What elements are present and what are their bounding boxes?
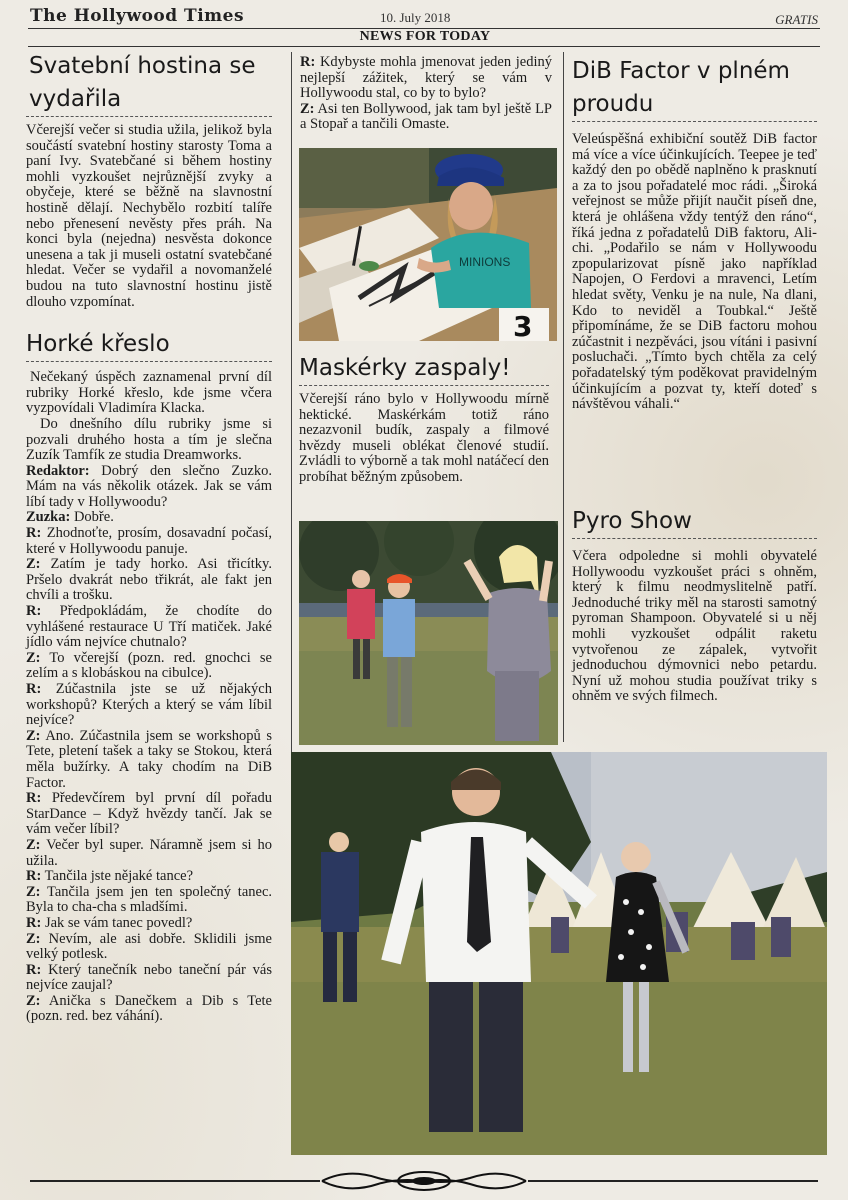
interview-qa-line <box>26 963 272 994</box>
qa-text: Který tanečník nebo taneční pár vás nejvíce zaujal? <box>26 961 272 994</box>
headline-rule <box>572 121 817 122</box>
body-makeup: Včerejší ráno bylo v Hollywoodu mírně hektické. Maskérkám totiž ráno nezazvonil budík, zaspaly a filmové hvězdy museli oblékat členové studií. Zvládli to výborně a tak mohl natáčecí den probíhat běžným způsobem. <box>299 391 549 485</box>
qa-text: Tančila jste nějaké tance? <box>41 868 194 885</box>
section-label: NEWS FOR TODAY <box>359 29 491 44</box>
qa-speaker: Z: <box>26 883 41 900</box>
headline-pyro: Pyro Show <box>572 508 692 534</box>
headline-wedding: Svatební hostina se vydařila <box>29 53 256 112</box>
qa-speaker: R: <box>26 914 42 931</box>
qa-text: Zhodnoťte, prosím, dosavadní počasí, které v Hollywoodu panuje. <box>26 525 272 557</box>
interview-qa-line <box>300 102 552 133</box>
qa-speaker: Z: <box>26 649 41 666</box>
qa-text: Předpokládám, že chodíte do vyhlášené restaurace U Tří matiček. Jaké jídlo vám nejvíce chutnalo? <box>26 603 272 651</box>
photo-stardance-image <box>291 752 827 1155</box>
interview-qa-line <box>26 916 272 932</box>
interview-intro-1: Nečekaný úspěch zaznamenal první díl rubriky Horké křeslo, kde jsme včera vyzpovídali Vladimíra Klacka. <box>26 369 272 417</box>
headline-rule <box>572 538 817 539</box>
interview-intro-2: Do dnešního dílu rubriky jsme si pozvali druhého hosta a tím je slečna Zuzík Tamfík ze studia Dreamworks. <box>26 415 272 464</box>
interview-qa-line <box>26 885 272 916</box>
qa-text: Asi ten Bollywood, jak tam byl ještě LP a Stopař a tančili Omaste. <box>300 100 552 133</box>
qa-speaker: Z: <box>300 100 315 117</box>
photo-painting-image <box>299 148 557 341</box>
interview-qa-line <box>26 838 272 869</box>
price-label: GRATIS <box>775 12 818 27</box>
qa-text: Ano. Zúčastnila jsem se workshopů s Tete, pletení tašek a taky se Stokou, která měla bužírky. A taky chodím na DiB Factor. <box>26 727 272 791</box>
masthead <box>28 6 820 28</box>
qa-text: Kdybyste mohla jmenovat jeden jediný nejlepší zážitek, který se vám v Hollywoodu stal, co by to bylo? <box>300 54 552 102</box>
interview-qa-line <box>300 55 552 102</box>
footer-rule-right <box>528 1180 818 1182</box>
qa-speaker: R: <box>26 525 42 542</box>
headline-dib: DiB Factor v plném proudu <box>572 58 790 117</box>
interview-qa-line <box>26 791 272 838</box>
qa-speaker: R: <box>26 961 42 978</box>
qa-text: Anička s Danečkem a Dib s Tete (pozn. red. bez váhání). <box>26 992 272 1025</box>
column-divider-left <box>291 52 292 752</box>
qa-speaker: R: <box>26 603 42 620</box>
interview-qa-line <box>26 869 272 885</box>
masthead-rule-bottom <box>28 46 820 47</box>
interview-qa-line <box>26 604 272 651</box>
article-dib <box>572 55 817 413</box>
qa-text: Zúčastnila jste se už nějakých workshopů? Kterých a který se vám líbil nejvíce? <box>26 681 272 729</box>
qa-text: Dobře. <box>70 509 114 526</box>
column-divider-right <box>563 52 564 742</box>
headline-rule <box>26 116 272 117</box>
qa-speaker: Z: <box>26 992 41 1009</box>
headline-makeup: Maskérky zaspaly! <box>299 355 511 381</box>
qa-text: Večer byl super. Náramně jsem si ho užila. <box>26 836 272 869</box>
qa-text: Tančila jsem jen ten společný tanec. Byla to cha-cha s mladšími. <box>26 883 272 916</box>
qa-speaker: Z: <box>26 930 41 947</box>
qa-text: Zatím je tady horko. Asi třicítky. Pršelo dvakrát nebo třikrát, ale fakt jen chvíli a trošku. <box>26 556 272 604</box>
qa-speaker: R: <box>26 681 42 697</box>
interview-qa-line <box>26 729 272 791</box>
qa-speaker: Redaktor: <box>26 462 90 479</box>
interview-qa-line <box>26 557 272 604</box>
article-makeup <box>299 352 549 486</box>
qa-speaker: R: <box>300 54 316 70</box>
headline-interview: Horké křeslo <box>26 331 170 358</box>
footer-rule-left <box>30 1180 320 1182</box>
interview-qa-line <box>26 994 272 1025</box>
issue-date: 10. July 2018 <box>380 10 451 25</box>
qa-speaker: Z: <box>26 556 41 573</box>
body-wedding: Včerejší večer si studia užila, jelikož byla součástí svatební hostiny starosty Toma a paní Ivy. Svatebčané si během hostiny mohli vyzkoušet nejrůznější zvyky a obyčeje, které se běžně na slavnostní hostině dělají. Nechybělo rozbití talíře nebo přenesení nevěsty přes práh. Na konci byla (nejedna) nesvěsta dokonce unesena a tak ji museli ostatní svatebčané hledat. Večer se vydařil a novomanželé budou na tuto slavnostní hostinu jistě dlouho vzpomínat. <box>26 122 272 310</box>
paper-name: The Hollywood Times <box>30 6 245 26</box>
qa-text: Předevčírem byl první díl pořadu StarDance – Když hvězdy tančí. Jak se vám večer líbil? <box>26 790 272 838</box>
body-dib: Veleúspěšná exhibiční soutěž DiB factor má více a více účinkujících. Teepee je teď každý den po obědě naplněno k prasknutí a za to jsou pořadatelé moc rádi. „Široká veřejnost se může přijít naučit píseň dne, která je ohlášena vždy tentýž den ráno“, říká jedna z pořadatelů DiB faktoru, Ali-chi. „Podařilo se nám v Hollywoodu zpopularizovat písně jako například Napojen, O Ferdovi a mravenci, Letím hledat světy, Venku je na nule, Na dlani, Kdo to neviděl a Toubkal.“ Ještě připomínáme, že se DiB factoru mohou zúčastnit i nezpěváci, jsou vítáni i pasivní posluchači. „Tímto bych chtěla za celý pořadatelský tým poděkovat pravidelným účinkujícím a pozvat ty, kteří doteď s návštěvou váhali.“ <box>572 131 817 413</box>
body-pyro: Včera odpoledne si mohli obyvatelé Hollywoodu vyzkoušet práci s ohněm, který k filmu neodmyslitelně patří. Jednoduché triky měl na starosti samotný pyroman Shampoon. Obyvatelé si u něj mohli vyzkoušet odpálit raketu vytvořenou ze zápalek, vytvořit jednoduchou dýmovnici nebo petardu. Nyní už mohou studia používat triky s ohněm ve svých filmech. <box>572 548 817 705</box>
article-wedding <box>26 50 272 310</box>
footer-ornament-icon <box>318 1166 530 1196</box>
interview-qa-line <box>26 682 272 729</box>
headline-rule <box>299 385 549 386</box>
photo-dancing <box>299 521 558 745</box>
svg-text:MINIONS: MINIONS <box>459 255 511 269</box>
article-pyro <box>572 505 817 705</box>
qa-text: To včerejší (pozn. red. gnochci se zelím a s klobáskou na cibulce). <box>26 649 272 682</box>
qa-speaker: R: <box>26 790 42 807</box>
interview-qa-continued <box>300 55 552 133</box>
article-interview <box>26 328 272 1025</box>
interview-qa-line <box>26 464 272 511</box>
qa-speaker: R: <box>26 868 42 885</box>
qa-speaker: Z: <box>26 727 41 744</box>
left-column <box>26 50 272 1025</box>
painting-number: 3 <box>513 310 533 341</box>
qa-text: Dobrý den slečno Zuzko. Mám na vás několik otázek. Jak se vám líbí tady v Hollywoodu? <box>26 462 272 510</box>
photo-dancing-image <box>299 521 558 745</box>
qa-text: Jak se vám tanec povedl? <box>41 914 193 931</box>
qa-speaker: Z: <box>26 836 41 853</box>
photo-painting <box>299 148 557 341</box>
photo-stardance <box>291 752 827 1155</box>
headline-rule <box>26 361 272 362</box>
middle-column <box>300 55 552 133</box>
qa-text: Nevím, ale asi dobře. Sklidili jsme velký potlesk. <box>26 930 272 963</box>
qa-speaker: Zuzka: <box>26 509 71 526</box>
interview-qa-line <box>26 932 272 963</box>
interview-qa-line <box>26 651 272 682</box>
interview-qa-list <box>26 464 272 1025</box>
interview-qa-line <box>26 510 272 526</box>
interview-qa-line <box>26 526 272 557</box>
